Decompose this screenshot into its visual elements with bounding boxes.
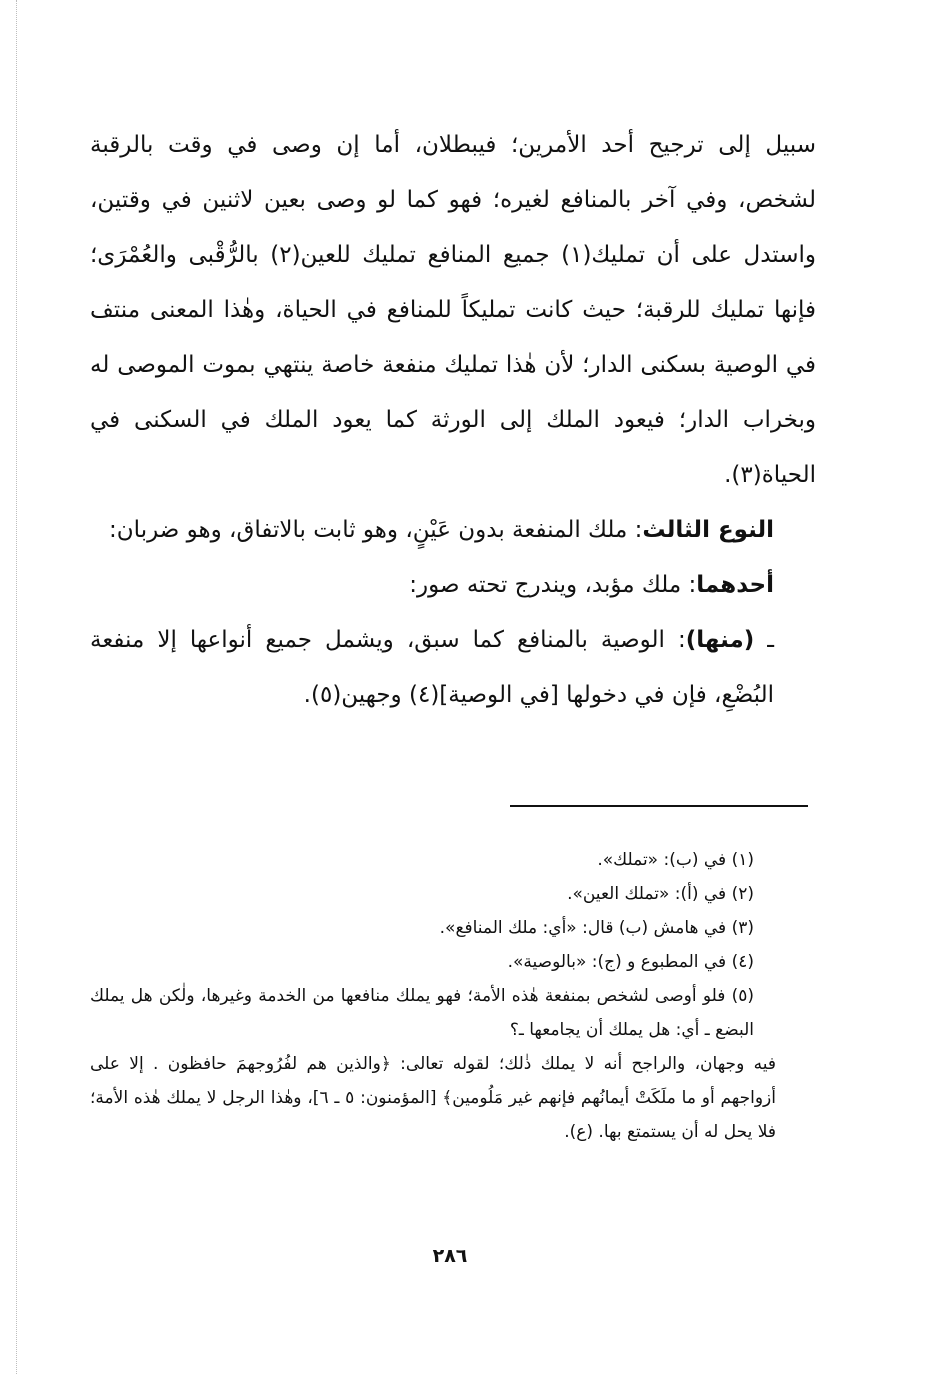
item-dash: ـ (754, 627, 774, 653)
paragraph-1: سبيل إلى ترجيح أحد الأمرين؛ فيبطلان، أما إن وصى في وقت بالرقبة لشخص، وفي آخر بالمنافع لغيره؛ فهو كما لو وصى بعين لاثنين في وقتين، واستدل على أن تمليك(١) جميع المنافع تمليك للعين(٢) بالرُّقْبى والعُمْرَى؛ فإنها تمليك للرقبة؛ حيث كانت تمليكاً للمنافع في الحياة، وهٰذا المعنى منتف في الوصية بسكنى الدار؛ لأن هٰذا تمليك منفعة خاصة ينتهي بموت الموصى له وبخراب الدار؛ فيعود الملك إلى الورثة كما يعود الملك في السكنى في الحياة(٣). (90, 132, 816, 488)
item-text: : الوصية بالمنافع كما سبق، ويشمل جميع أنواعها إلا منفعة البُضْعِ، فإن في دخولها [في الوصية](٤) وجهين(٥). (90, 627, 774, 708)
first-kind-heading: أحدهما (696, 572, 774, 598)
type-three-text: : ملك المنفعة بدون عَيْنٍ، وهو ثابت بالاتفاق، وهو ضربان: (109, 517, 643, 543)
paragraph-first-kind (90, 558, 816, 613)
type-three-heading: النوع الثالث (642, 517, 774, 543)
footnote-4: (٤) في المطبوع و (ج): «بالوصية». (507, 952, 754, 972)
page-edge-marks (16, 0, 17, 1374)
footnote-5: (٥) فلو أوصى لشخص بمنفعة هٰذه الأمة؛ فهو يملك منافعها من الخدمة وغيرها، ولٰكن هل يملك البضع ـ أي: هل يملك أن يجامعها ـ؟ (90, 986, 754, 1040)
first-kind-text: : ملك مؤبد، ويندرج تحته صور: (409, 572, 697, 598)
footnote-2: (٢) في (أ): «تملك العين». (567, 884, 754, 904)
page-number: ٢٨٦ (432, 1245, 468, 1267)
footnote-1: (١) في (ب): «تملك». (597, 850, 754, 870)
footnote-separator (510, 805, 808, 807)
footnote-3: (٣) في هامش (ب) قال: «أي: ملك المنافع». (439, 918, 754, 938)
item-heading: (منها) (685, 627, 755, 653)
paragraph-item (90, 613, 816, 723)
main-text (90, 118, 816, 723)
footnotes (90, 843, 816, 1149)
paragraph-type-three (90, 503, 816, 558)
footnote-5-continued: فيه وجهان، والراجح أنه لا يملك ذٰلك؛ لقوله تعالى: ﴿والذين هم لفُرُوجهمَ حافظون . إلا على أزواجهم أو ما ملَكَتْ أيمانُهم فإنهم غير مَلُومين﴾ [المؤمنون: ٥ ـ ٦]، وهٰذا الرجل لا يملك هٰذه الأمة؛ فلا يحل له أن يستمتع بها. (ع). (90, 1054, 776, 1142)
